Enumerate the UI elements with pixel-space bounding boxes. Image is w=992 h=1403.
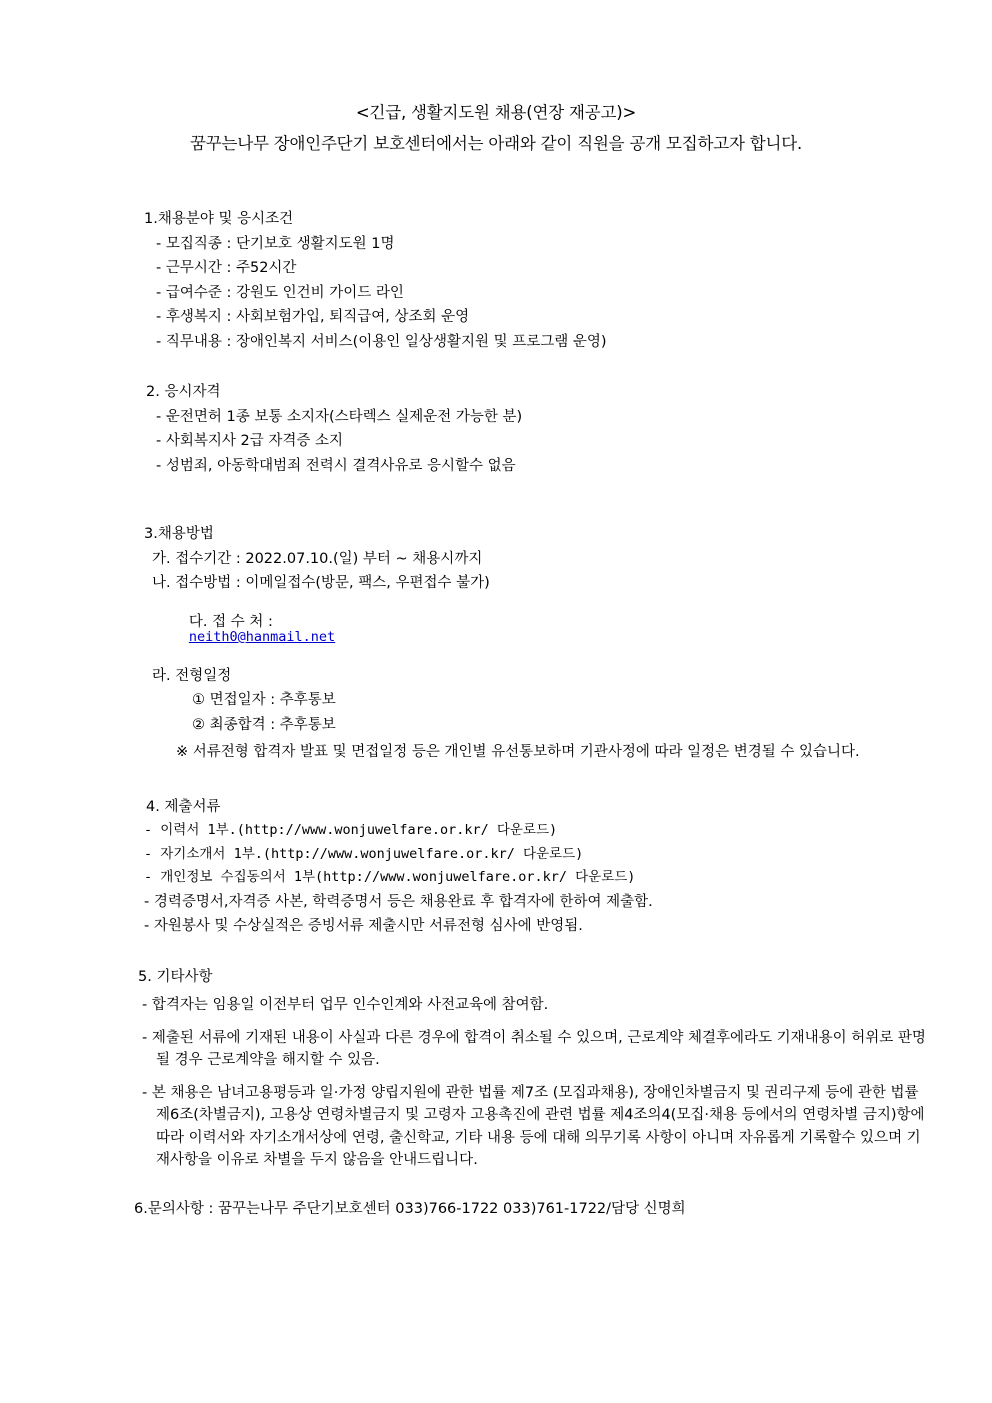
section-item: - 직무내용 : 장애인복지 서비스(이용인 일상생활지원 및 프로그램 운영)	[156, 333, 607, 350]
section-item: - 본 채용은 남녀고용평등과 일·가정 양립지원에 관한 법률 제7조 (모집과채용), 장애인차별금지 및 권리구제 등에 관한 법률 제6조(차별금지), 고용상 연령차별금지 및 고령자 고용촉진에 관련 법률 제4조의4(모집·채용 등에서의 연령차별 금지)항에 따라 이력서와 자기소개서상에 연령, 출신학교, 기타 내용 등에 대해 의무기록 사항이 아니며 자유롭게 기록할수 있으며 기재사항을 이유로 차별을 두지 않음을 안내드립니다.	[142, 1084, 925, 1169]
page-title: <긴급, 생활지도원 채용(연장 재공고)>	[355, 103, 637, 122]
section-other	[60, 970, 932, 1172]
section-item: - 합격자는 임용일 이전부터 업무 인수인계와 사전교육에 참여함.	[142, 997, 549, 1014]
document-title-block	[60, 105, 932, 152]
section-item: - 경력증명서,자격증 사본, 학력증명서 등은 채용완료 후 합격자에 한하여 제출함.	[144, 893, 653, 910]
spacer	[60, 774, 932, 800]
section-heading: 3.채용방법	[144, 526, 214, 542]
schedule-item: ② 최종합격 : 추후통보	[192, 716, 336, 733]
email-link[interactable]: neith0@hanmail.net	[188, 628, 336, 645]
section-application-method	[60, 527, 932, 764]
email-line	[60, 601, 932, 659]
section-item: - 성범죄, 아동학대범죄 전력시 결격사유로 응시할수 없음	[156, 457, 516, 474]
section-item: - 사회복지사 2급 자격증 소지	[156, 433, 343, 449]
section-item: - 운전면허 1종 보통 소지자(스타렉스 실제운전 가능한 분)	[156, 408, 523, 425]
spacer	[60, 483, 932, 527]
schedule-note: ※ 서류전형 합격자 발표 및 면접일정 등은 개인별 유선통보하며 기관사정에 따라 일정은 변경될 수 있습니다.	[176, 744, 860, 760]
section-item: - 자원봉사 및 수상실적은 증빙서류 제출시만 서류전형 심사에 반영됨.	[144, 918, 583, 935]
section-item: 나. 접수방법 : 이메일접수(방문, 팩스, 우편접수 불가)	[152, 575, 490, 591]
section-documents	[60, 800, 932, 934]
schedule-label: 라. 전형일정	[152, 667, 232, 684]
spacer	[60, 359, 932, 385]
spacer	[60, 944, 932, 970]
contact-footer: 6.문의사항 : 꿈꾸는나무 주단기보호센터 033)766-1722 033)761-1722/담당 신명희	[134, 1200, 686, 1217]
section-recruit-field	[60, 212, 932, 349]
section-item: - 급여수준 : 강원도 인건비 가이드 라인	[156, 284, 404, 301]
section-qualification	[60, 385, 932, 473]
page-subtitle: 꿈꾸는나무 장애인주단기 보호센터에서는 아래와 같이 직원을 공개 모집하고자 합니다.	[189, 133, 802, 153]
section-heading: 4. 제출서류	[146, 798, 221, 815]
section-heading: 2. 응시자격	[146, 384, 221, 400]
section-item: - 후생복지 : 사회보험가입, 퇴직급여, 상조회 운영	[156, 309, 470, 325]
section-heading: 5. 기타사항	[138, 968, 213, 985]
email-line-label: 다. 접 수 처 :	[188, 614, 273, 630]
section-item: - 근무시간 : 주52시간	[156, 260, 297, 276]
section-item: - 자기소개서 1부.(http://www.wonjuwelfare.or.kr/ 다운로드)	[144, 845, 584, 862]
section-heading: 1.채용분야 및 응시조건	[144, 211, 294, 227]
document-body	[60, 212, 932, 1216]
section-item: - 개인정보 수집동의서 1부(http://www.wonjuwelfare.or.kr/ 다운로드)	[144, 869, 636, 886]
section-item: - 이력서 1부.(http://www.wonjuwelfare.or.kr/ 다운로드)	[144, 822, 558, 839]
schedule-item: ① 면접일자 : 추후통보	[192, 692, 336, 708]
section-item: 가. 접수기간 : 2022.07.10.(일) 부터 ~ 채용시까지	[152, 550, 483, 567]
section-item: - 제출된 서류에 기재된 내용이 사실과 다른 경우에 합격이 취소될 수 있으며, 근로계약 체결후에라도 기재내용이 허위로 판명될 경우 근로계약을 해지할 수 있음.	[142, 1029, 926, 1069]
section-item: - 모집직종 : 단기보호 생활지도원 1명	[156, 235, 395, 252]
